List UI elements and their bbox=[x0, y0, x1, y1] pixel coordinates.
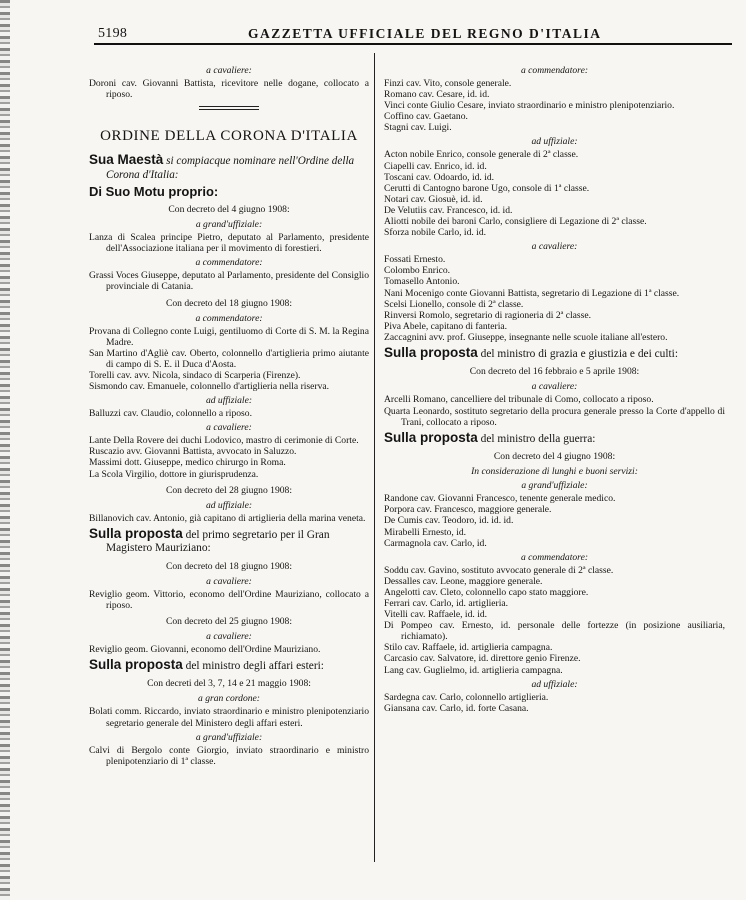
proposal-heading bbox=[384, 431, 725, 447]
nomination-entry: Aliotti nobile dei baroni Carlo, consigliere di Legazione di 2ª classe. bbox=[384, 216, 647, 228]
rank-heading: a cavaliere: bbox=[206, 422, 252, 434]
nomination-entry: Nani Mocenigo conte Giovanni Battista, segretario di Legazione di 1ª classe. bbox=[384, 287, 680, 299]
proposal-bold: Sulla proposta bbox=[384, 344, 478, 360]
nomination-entry: Arcelli Romano, cancelliere del tribunale di Como, collocato a riposo. bbox=[384, 394, 654, 406]
nomination-entry: Cerutti di Cantogno barone Ugo, console di 1ª classe. bbox=[384, 182, 590, 194]
rank-heading: ad uffiziale: bbox=[531, 136, 578, 148]
rank-heading: ad uffiziale: bbox=[205, 395, 253, 407]
nomination-entry: Di Pompeo cav. Ernesto, id. personale delle fortezze (in posizione ausiliaria, richiamato). bbox=[384, 620, 725, 643]
rank-heading: a grand'uffiziale: bbox=[195, 731, 263, 743]
column-separator bbox=[374, 53, 375, 862]
proposal-heading bbox=[89, 658, 369, 674]
nomination-entry: Balluzzi cav. Claudio, colonnello a riposo. bbox=[89, 408, 252, 420]
nomination-entry: Ruscazio avv. Giovanni Battista, avvocato in Saluzzo. bbox=[89, 446, 297, 458]
nomination-entry: Porpora cav. Francesco, maggiore generale. bbox=[384, 504, 552, 516]
publication-title: GAZZETTA UFFICIALE DEL REGNO D'ITALIA bbox=[248, 26, 602, 41]
nomination-entry: Coffino cav. Gaetano. bbox=[384, 111, 468, 123]
nomination-entry: Stagni cav. Luigi. bbox=[384, 122, 452, 134]
nomination-entry: La Scola Virgilio, dottore in giurisprudenza. bbox=[89, 468, 259, 480]
decree-date: Con decreto del 4 giugno 1908: bbox=[493, 451, 616, 463]
nomination-entry: Sardegna cav. Carlo, colonnello artiglieria. bbox=[384, 691, 549, 703]
nomination-entry: Scelsi Lionello, console di 2ª classe. bbox=[384, 298, 524, 310]
nomination-entry: Giansana cav. Carlo, id. forte Casana. bbox=[384, 702, 529, 714]
rank-heading: a commendatore: bbox=[520, 65, 589, 76]
nomination-entry: Provana di Collegno conte Luigi, gentiluomo di Corte di S. M. la Regina Madre. bbox=[89, 325, 369, 348]
nomination-entry: Doroni cav. Giovanni Battista, ricevitore nelle dogane, collocato a riposo. bbox=[89, 78, 369, 101]
nomination-entry: Carcasio cav. Salvatore, id. direttore genio Firenze. bbox=[384, 653, 581, 665]
nomination-entry: Notari cav. Giosuè, id. id. bbox=[384, 193, 483, 205]
decree-date: Con decreto del 18 giugno 1908: bbox=[165, 297, 293, 309]
rank-heading: a commendatore: bbox=[195, 257, 263, 269]
proposal-bold: Sulla proposta bbox=[384, 429, 478, 445]
intro-italic: si compiacque nominare nell'Ordine della Corona d'Italia: bbox=[106, 155, 355, 181]
nomination-entry: Lante Della Rovere dei duchi Lodovico, mastro di cerimonie di Corte. bbox=[89, 435, 359, 447]
rank-heading: a cavaliere: bbox=[206, 630, 252, 642]
rank-heading: a cavaliere: bbox=[206, 65, 252, 76]
nomination-entry: Torelli cav. avv. Nicola, sindaco di Scarperia (Firenze). bbox=[89, 369, 301, 381]
nomination-entry: Lanza di Scalea principe Pietro, deputato al Parlamento, presidente dell'Associazione italiana per il movimento di forestieri. bbox=[89, 232, 369, 255]
nomination-entry: Finzi cav. Vito, console generale. bbox=[384, 78, 512, 89]
proposal-heading bbox=[384, 346, 725, 362]
nomination-entry: Billanovich cav. Antonio, già capitano di artiglieria della marina veneta. bbox=[89, 512, 366, 524]
decree-date: Con decreto del 28 giugno 1908: bbox=[165, 484, 293, 496]
proposal-rest: del primo segretario per il Gran Magistero Mauriziano: bbox=[106, 528, 330, 555]
section-title: ORDINE DELLA CORONA D'ITALIA bbox=[100, 128, 358, 145]
nomination-entry: Quarta Leonardo, sostituto segretario della procura generale presso la Corte d'appello di Trani, collocato a riposo. bbox=[384, 405, 725, 428]
nomination-entry: Carmagnola cav. Carlo, id. bbox=[384, 537, 487, 549]
nomination-entry: Tomasello Antonio. bbox=[384, 276, 460, 288]
nomination-entry: De Velutiis cav. Francesco, id. id. bbox=[384, 204, 513, 216]
sub-heading: In considerazione di lunghi e buoni servizi: bbox=[471, 466, 638, 478]
decree-date: Con decreto del 25 giugno 1908: bbox=[165, 615, 293, 627]
proposal-rest: del ministro della guerra: bbox=[480, 432, 596, 445]
nomination-entry: Dessalles cav. Leone, maggiore generale. bbox=[384, 575, 543, 587]
rank-heading: a cavaliere: bbox=[531, 381, 578, 393]
nomination-entry: Sismondo cav. Emanuele, colonnello d'artiglieria nella riserva. bbox=[89, 381, 330, 393]
rank-heading: a cavaliere: bbox=[531, 241, 578, 253]
nomination-entry: Mirabelli Ernesto, id. bbox=[384, 526, 467, 538]
nomination-entry: Piva Abele, capitano di fanteria. bbox=[384, 320, 508, 332]
nomination-entry: Toscani cav. Odoardo, id. id. bbox=[384, 171, 495, 183]
rank-heading: a grand'uffiziale: bbox=[521, 480, 588, 492]
scan-binding-edge bbox=[0, 0, 10, 900]
page-number: 5198 bbox=[98, 26, 128, 41]
intro-bold: Sua Maestà bbox=[89, 152, 164, 168]
divider bbox=[199, 109, 259, 110]
nomination-entry: Angelotti cav. Cleto, colonnello capo stato maggiore. bbox=[384, 586, 589, 598]
nomination-entry: Ferrari cav. Carlo, id. artiglieria. bbox=[384, 598, 509, 609]
rank-heading: a commendatore: bbox=[195, 312, 263, 324]
nomination-entry: Fossati Ernesto. bbox=[384, 254, 446, 266]
intro-line bbox=[89, 153, 369, 182]
nomination-entry: Zaccagnini avv. prof. Giuseppe, insegnante nelle scuole italiane all'estero. bbox=[384, 331, 668, 343]
proposal-rest: del ministro di grazia e giustizia e dei culti: bbox=[480, 347, 679, 360]
rank-heading: a grand'uffiziale: bbox=[195, 219, 263, 231]
nomination-entry: Soddu cav. Gavino, sostituto avvocato generale di 2ª classe. bbox=[384, 564, 614, 576]
decree-date: Con decreto del 4 giugno 1908: bbox=[168, 204, 290, 216]
rank-heading: ad uffiziale: bbox=[531, 678, 578, 690]
proposal-heading bbox=[89, 527, 369, 556]
nomination-entry: Bolati comm. Riccardo, inviato straordinario e ministro plenipotenziario segretario generale del Ministero degli affari esteri. bbox=[89, 706, 369, 729]
rank-heading: a cavaliere: bbox=[206, 575, 252, 587]
proposal-bold: Sulla proposta bbox=[89, 656, 183, 672]
decree-date: Con decreto del 18 giugno 1908: bbox=[165, 560, 293, 572]
proposal-bold: Sulla proposta bbox=[89, 525, 183, 541]
nomination-entry: Acton nobile Enrico, console generale di 2ª classe. bbox=[384, 149, 579, 161]
nomination-entry: Colombo Enrico. bbox=[384, 265, 451, 277]
rank-heading: ad uffiziale: bbox=[205, 499, 253, 511]
nomination-entry: Rinversi Romolo, segretario di ragioneria di 2ª classe. bbox=[384, 309, 591, 321]
nomination-entry: Lang cav. Guglielmo, id. artiglieria campagna. bbox=[384, 664, 563, 676]
nomination-entry: Romano cav. Cesare, id. id. bbox=[384, 89, 490, 101]
nomination-entry: Grassi Voces Giuseppe, deputato al Parlamento, presidente del Consiglio provinciale di Catania. bbox=[89, 270, 369, 293]
nomination-entry: Vinci conte Giulio Cesare, inviato straordinario e ministro plenipotenziario. bbox=[384, 100, 675, 112]
rank-heading: a gran cordone: bbox=[198, 693, 260, 705]
nomination-entry: Reviglio geom. Giovanni, economo dell'Ordine Mauriziano. bbox=[89, 643, 321, 655]
header-rule bbox=[94, 43, 732, 45]
nomination-entry: Randone cav. Giovanni Francesco, tenente generale medico. bbox=[384, 493, 616, 505]
motu-proprio-heading: Di Suo Motu proprio: bbox=[89, 184, 219, 200]
nomination-entry: Vitelli cav. Raffaele, id. id. bbox=[384, 609, 488, 621]
decree-date: Con decreto del 16 febbraio e 5 aprile 1908: bbox=[469, 366, 640, 378]
rank-heading: a commendatore: bbox=[520, 551, 589, 563]
nomination-entry: Calvi di Bergolo conte Giorgio, inviato straordinario e ministro plenipotenziario di 1ª classe. bbox=[89, 744, 369, 767]
proposal-rest: del ministro degli affari esteri: bbox=[185, 659, 324, 672]
nomination-entry: San Martino d'Agliè cav. Oberto, colonnello d'artiglieria primo aiutante di campo di S. E. il Duca d'Aosta. bbox=[89, 347, 369, 370]
decree-date: Con decreti del 3, 7, 14 e 21 maggio 1908: bbox=[147, 678, 311, 690]
nomination-entry: Massimi dott. Giuseppe, medico chirurgo in Roma. bbox=[89, 457, 286, 469]
nomination-entry: Sforza nobile Carlo, id. id. bbox=[384, 227, 487, 239]
divider bbox=[199, 106, 259, 107]
nomination-entry: Stilo cav. Raffaele, id. artiglieria campagna. bbox=[384, 642, 553, 654]
nomination-entry: De Cumis cav. Teodoro, id. id. id. bbox=[384, 515, 514, 527]
page-header bbox=[0, 20, 746, 40]
left-column bbox=[89, 62, 369, 767]
nomination-entry: Ciapelli cav. Enrico, id. id. bbox=[384, 160, 487, 172]
right-column bbox=[384, 62, 725, 714]
nomination-entry: Reviglio geom. Vittorio, economo dell'Ordine Mauriziano, collocato a riposo. bbox=[89, 588, 369, 611]
